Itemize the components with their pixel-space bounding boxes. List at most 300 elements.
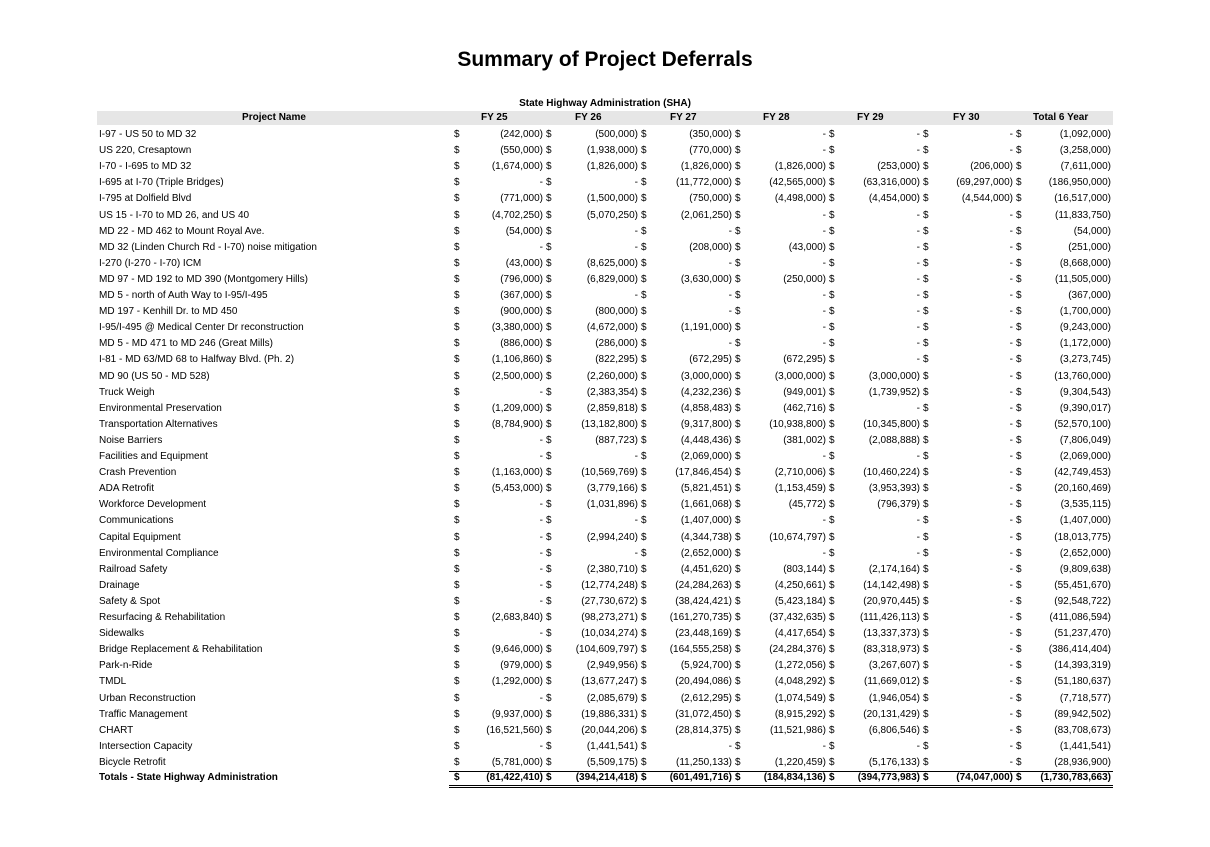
fy28-cell: (45,772) xyxy=(788,499,826,511)
project-name-cell: I-97 - US 50 to MD 32 xyxy=(99,129,197,140)
fy30-cell: - xyxy=(1009,290,1013,301)
fy30-cell: - xyxy=(1009,370,1013,382)
currency-symbol: $ xyxy=(923,612,929,623)
currency-symbol: $ xyxy=(735,161,741,173)
currency-symbol: $ xyxy=(641,628,647,640)
currency-symbol: $ xyxy=(454,402,460,414)
table-row xyxy=(97,272,1113,288)
fy29-cell: (13,337,373) xyxy=(863,628,920,640)
currency-symbol: $ xyxy=(1016,193,1022,205)
currency-symbol: $ xyxy=(546,386,552,398)
currency-symbol: $ xyxy=(1016,451,1022,462)
currency-symbol: $ xyxy=(454,129,460,140)
fy28-cell: (43,000) xyxy=(788,241,826,253)
currency-symbol: $ xyxy=(546,467,552,479)
currency-symbol: $ xyxy=(546,579,552,591)
fy28-cell: - xyxy=(822,515,826,527)
fy28-cell: - xyxy=(822,740,826,752)
fy30-cell: - xyxy=(1009,129,1013,140)
project-name-cell: MD 197 - Kenhill Dr. to MD 450 xyxy=(99,306,238,318)
fy27-cell: - xyxy=(728,740,732,752)
fy26-cell: (13,677,247) xyxy=(581,676,638,688)
fy29-cell: - xyxy=(916,290,920,301)
fy26-cell: (5,509,175) xyxy=(586,756,638,768)
fy26-cell: (10,034,274) xyxy=(581,628,638,640)
fy26-cell: (822,295) xyxy=(595,354,638,366)
fy25-cell: - xyxy=(539,434,543,446)
currency-symbol: $ xyxy=(1016,418,1022,430)
currency-symbol: $ xyxy=(829,370,835,382)
currency-symbol: $ xyxy=(923,563,929,575)
table-row xyxy=(97,369,1113,385)
currency-symbol: $ xyxy=(454,660,460,672)
currency-symbol: $ xyxy=(923,708,929,720)
project-name-cell: US 15 - I-70 to MD 26, and US 40 xyxy=(99,209,250,221)
fy27-cell: (770,000) xyxy=(689,145,732,157)
currency-symbol: $ xyxy=(641,145,647,157)
total-cell: (3,535,115) xyxy=(1060,499,1111,511)
currency-symbol: $ xyxy=(641,370,647,382)
currency-symbol: $ xyxy=(735,177,741,189)
currency-symbol: $ xyxy=(454,499,460,511)
fy27-cell: (4,344,738) xyxy=(680,531,732,543)
currency-symbol: $ xyxy=(454,772,460,783)
currency-symbol: $ xyxy=(546,756,552,768)
fy26-cell: (5,070,250) xyxy=(586,209,638,221)
currency-symbol: $ xyxy=(1016,322,1022,334)
currency-symbol: $ xyxy=(546,273,552,285)
totals-top-rule xyxy=(449,771,1113,772)
project-name-cell: Sidewalks xyxy=(99,628,145,640)
fy30-cell: - xyxy=(1009,740,1013,752)
currency-symbol: $ xyxy=(1016,499,1022,511)
currency-symbol: $ xyxy=(829,193,835,205)
currency-symbol: $ xyxy=(546,692,552,704)
fy26-cell: (3,779,166) xyxy=(586,483,638,495)
fy28-cell: (1,826,000) xyxy=(774,161,826,173)
currency-symbol: $ xyxy=(641,772,647,783)
total-cell: (1,092,000) xyxy=(1059,129,1111,140)
currency-symbol: $ xyxy=(923,209,929,221)
currency-symbol: $ xyxy=(923,145,929,157)
currency-symbol: $ xyxy=(641,306,647,318)
fy28-cell: (4,498,000) xyxy=(774,193,826,205)
currency-symbol: $ xyxy=(546,322,552,334)
fy29-cell: (83,318,973) xyxy=(863,644,920,656)
project-name-cell: I-81 - MD 63/MD 68 to Halfway Blvd. (Ph. 2) xyxy=(99,354,295,366)
table-header xyxy=(97,111,1113,125)
fy28-cell: (250,000) xyxy=(783,273,826,285)
fy29-cell: (63,316,000) xyxy=(863,177,920,189)
currency-symbol: $ xyxy=(735,708,741,720)
currency-symbol: $ xyxy=(735,402,741,414)
fy28-cell: (949,001) xyxy=(783,386,826,398)
table-row xyxy=(97,658,1113,674)
fy26-cell: (394,214,418) xyxy=(575,772,638,783)
fy25-cell: (796,000) xyxy=(500,273,543,285)
table-row xyxy=(97,707,1113,723)
fy28-cell: (3,000,000) xyxy=(774,370,826,382)
currency-symbol: $ xyxy=(829,209,835,221)
fy29-cell: (796,379) xyxy=(877,499,920,511)
table-row xyxy=(97,352,1113,368)
currency-symbol: $ xyxy=(1016,660,1022,672)
total-cell: (251,000) xyxy=(1068,241,1111,253)
project-name-cell: Intersection Capacity xyxy=(99,740,193,752)
currency-symbol: $ xyxy=(923,354,929,366)
fy25-cell: (2,500,000) xyxy=(491,370,543,382)
table-row xyxy=(97,594,1113,610)
fy27-cell: (1,661,068) xyxy=(680,499,732,511)
fy29-cell: (20,131,429) xyxy=(863,708,920,720)
currency-symbol: $ xyxy=(454,306,460,318)
fy27-cell: (601,491,716) xyxy=(669,772,732,783)
fy30-cell: (74,047,000) xyxy=(956,772,1013,783)
fy26-cell: (2,859,818) xyxy=(586,402,638,414)
fy27-cell: (11,250,133) xyxy=(676,756,732,768)
currency-symbol: $ xyxy=(546,772,552,783)
project-name-cell: Railroad Safety xyxy=(99,563,168,575)
fy30-cell: - xyxy=(1009,531,1013,543)
currency-symbol: $ xyxy=(641,483,647,495)
currency-symbol: $ xyxy=(735,692,741,704)
fy29-cell: (3,000,000) xyxy=(868,370,920,382)
fy30-cell: - xyxy=(1009,241,1013,253)
fy28-cell: (381,002) xyxy=(783,434,826,446)
currency-symbol: $ xyxy=(923,241,929,253)
fy27-cell: (164,555,258) xyxy=(669,644,732,656)
currency-symbol: $ xyxy=(923,756,929,768)
header-project-name: Project Name xyxy=(242,112,306,123)
fy27-cell: - xyxy=(728,225,732,237)
currency-symbol: $ xyxy=(1016,724,1022,736)
fy26-cell: - xyxy=(634,547,638,559)
project-name-cell: MD 5 - MD 471 to MD 246 (Great Mills) xyxy=(99,338,273,350)
fy28-cell: - xyxy=(822,145,826,157)
table-row xyxy=(97,224,1113,240)
currency-symbol: $ xyxy=(454,756,460,768)
currency-symbol: $ xyxy=(641,756,647,768)
fy29-cell: (1,946,054) xyxy=(868,692,920,704)
currency-symbol: $ xyxy=(641,177,647,189)
currency-symbol: $ xyxy=(1016,386,1022,398)
fy29-cell: (1,739,952) xyxy=(868,386,920,398)
fy26-cell: (1,441,541) xyxy=(586,740,638,752)
project-name-cell: Resurfacing & Rehabilitation xyxy=(99,612,226,623)
currency-symbol: $ xyxy=(923,225,929,237)
currency-symbol: $ xyxy=(829,273,835,285)
currency-symbol: $ xyxy=(735,354,741,366)
currency-symbol: $ xyxy=(735,483,741,495)
table-row xyxy=(97,175,1113,191)
fy30-cell: - xyxy=(1009,692,1013,704)
currency-symbol: $ xyxy=(454,644,460,656)
currency-symbol: $ xyxy=(829,644,835,656)
currency-symbol: $ xyxy=(735,563,741,575)
fy25-cell: - xyxy=(539,177,543,189)
total-cell: (11,505,000) xyxy=(1055,273,1111,285)
currency-symbol: $ xyxy=(735,338,741,350)
currency-symbol: $ xyxy=(923,724,929,736)
table-row xyxy=(97,159,1113,175)
currency-symbol: $ xyxy=(1016,740,1022,752)
total-cell: (367,000) xyxy=(1068,290,1111,301)
fy28-cell: (10,938,800) xyxy=(769,418,826,430)
currency-symbol: $ xyxy=(641,241,647,253)
project-name-cell: Traffic Management xyxy=(99,708,188,720)
currency-symbol: $ xyxy=(735,370,741,382)
table-row xyxy=(97,143,1113,159)
currency-symbol: $ xyxy=(923,531,929,543)
fy27-cell: (1,191,000) xyxy=(680,322,732,334)
table-row xyxy=(97,304,1113,320)
fy29-cell: (14,142,498) xyxy=(863,579,920,591)
fy30-cell: - xyxy=(1009,547,1013,559)
currency-symbol: $ xyxy=(829,434,835,446)
currency-symbol: $ xyxy=(546,660,552,672)
currency-symbol: $ xyxy=(641,386,647,398)
currency-symbol: $ xyxy=(829,499,835,511)
fy28-cell: - xyxy=(822,257,826,269)
currency-symbol: $ xyxy=(1016,338,1022,350)
project-name-cell: Transportation Alternatives xyxy=(99,418,218,430)
fy30-cell: - xyxy=(1009,660,1013,672)
currency-symbol: $ xyxy=(829,306,835,318)
fy26-cell: (20,044,206) xyxy=(581,724,638,736)
fy30-cell: - xyxy=(1009,515,1013,527)
fy27-cell: (23,448,169) xyxy=(675,628,732,640)
currency-symbol: $ xyxy=(923,434,929,446)
currency-symbol: $ xyxy=(923,177,929,189)
fy28-cell: (4,048,292) xyxy=(774,676,826,688)
currency-symbol: $ xyxy=(735,193,741,205)
table-row xyxy=(97,739,1113,755)
fy27-cell: (4,448,436) xyxy=(680,434,732,446)
currency-symbol: $ xyxy=(546,628,552,640)
project-name-cell: Facilities and Equipment xyxy=(99,451,208,462)
fy26-cell: (1,031,896) xyxy=(586,499,638,511)
fy30-cell: (206,000) xyxy=(970,161,1013,173)
fy27-cell: (1,407,000) xyxy=(680,515,732,527)
currency-symbol: $ xyxy=(923,628,929,640)
fy26-cell: (887,723) xyxy=(595,434,638,446)
currency-symbol: $ xyxy=(829,724,835,736)
currency-symbol: $ xyxy=(546,193,552,205)
currency-symbol: $ xyxy=(1016,644,1022,656)
currency-symbol: $ xyxy=(1016,708,1022,720)
currency-symbol: $ xyxy=(454,322,460,334)
currency-symbol: $ xyxy=(923,692,929,704)
currency-symbol: $ xyxy=(1016,756,1022,768)
currency-symbol: $ xyxy=(1016,612,1022,623)
currency-symbol: $ xyxy=(923,595,929,607)
currency-symbol: $ xyxy=(829,660,835,672)
fy30-cell: - xyxy=(1009,499,1013,511)
currency-symbol: $ xyxy=(641,547,647,559)
project-name-cell: Capital Equipment xyxy=(99,531,181,543)
currency-symbol: $ xyxy=(454,145,460,157)
project-name-cell: Bicycle Retrofit xyxy=(99,756,166,768)
currency-symbol: $ xyxy=(735,676,741,688)
fy25-cell: (43,000) xyxy=(505,257,543,269)
fy26-cell: (500,000) xyxy=(595,129,638,140)
fy28-cell: (37,432,635) xyxy=(769,612,826,623)
currency-symbol: $ xyxy=(735,547,741,559)
fy28-cell: (4,417,654) xyxy=(774,628,826,640)
fy29-cell: - xyxy=(916,257,920,269)
currency-symbol: $ xyxy=(546,145,552,157)
table-row xyxy=(97,127,1113,143)
header-fy25: FY 25 xyxy=(481,112,508,123)
fy27-cell: (2,652,000) xyxy=(680,547,732,559)
fy26-cell: (98,273,271) xyxy=(581,612,638,623)
currency-symbol: $ xyxy=(1016,370,1022,382)
currency-symbol: $ xyxy=(641,499,647,511)
currency-symbol: $ xyxy=(735,772,741,783)
currency-symbol: $ xyxy=(1016,467,1022,479)
fy27-cell: (4,451,620) xyxy=(680,563,732,575)
currency-symbol: $ xyxy=(923,772,929,783)
fy27-cell: (2,069,000) xyxy=(680,451,732,462)
fy26-cell: (1,826,000) xyxy=(586,161,638,173)
currency-symbol: $ xyxy=(735,290,741,301)
total-cell: (92,548,722) xyxy=(1054,595,1111,607)
fy26-cell: (1,938,000) xyxy=(586,145,638,157)
currency-symbol: $ xyxy=(546,209,552,221)
currency-symbol: $ xyxy=(735,306,741,318)
table-row xyxy=(97,433,1113,449)
currency-symbol: $ xyxy=(1016,225,1022,237)
fy26-cell: (10,569,769) xyxy=(581,467,638,479)
fy29-cell: - xyxy=(916,740,920,752)
currency-symbol: $ xyxy=(1016,177,1022,189)
fy25-cell: (886,000) xyxy=(500,338,543,350)
table-row xyxy=(97,449,1113,465)
currency-symbol: $ xyxy=(923,193,929,205)
total-cell: (1,407,000) xyxy=(1059,515,1111,527)
total-cell: (83,708,673) xyxy=(1054,724,1111,736)
fy29-cell: (2,088,888) xyxy=(868,434,920,446)
currency-symbol: $ xyxy=(829,692,835,704)
fy30-cell: - xyxy=(1009,273,1013,285)
fy30-cell: - xyxy=(1009,628,1013,640)
fy27-cell: (24,284,263) xyxy=(675,579,732,591)
table-row xyxy=(97,240,1113,256)
currency-symbol: $ xyxy=(454,451,460,462)
total-cell: (51,237,470) xyxy=(1054,628,1111,640)
project-name-cell: Truck Weigh xyxy=(99,386,155,398)
fy25-cell: - xyxy=(539,531,543,543)
fy25-cell: (1,106,860) xyxy=(491,354,543,366)
table-row xyxy=(97,401,1113,417)
currency-symbol: $ xyxy=(1016,563,1022,575)
fy28-cell: - xyxy=(822,209,826,221)
currency-symbol: $ xyxy=(454,612,460,623)
currency-symbol: $ xyxy=(735,225,741,237)
currency-symbol: $ xyxy=(641,515,647,527)
fy26-cell: (1,500,000) xyxy=(586,193,638,205)
table-row xyxy=(97,610,1113,626)
project-name-cell: US 220, Cresaptown xyxy=(99,145,192,157)
currency-symbol: $ xyxy=(546,644,552,656)
total-cell: (2,069,000) xyxy=(1059,451,1111,462)
currency-symbol: $ xyxy=(1016,145,1022,157)
currency-symbol: $ xyxy=(1016,579,1022,591)
currency-symbol: $ xyxy=(546,451,552,462)
fy26-cell: - xyxy=(634,241,638,253)
fy26-cell: (2,383,354) xyxy=(586,386,638,398)
fy29-cell: - xyxy=(916,354,920,366)
total-cell: (9,390,017) xyxy=(1059,402,1111,414)
currency-symbol: $ xyxy=(454,338,460,350)
fy28-cell: - xyxy=(822,322,826,334)
currency-symbol: $ xyxy=(1016,692,1022,704)
table-row xyxy=(97,191,1113,207)
total-cell: (18,013,775) xyxy=(1054,531,1111,543)
fy29-cell: - xyxy=(916,129,920,140)
currency-symbol: $ xyxy=(454,193,460,205)
project-name-cell: I-795 at Dolfield Blvd xyxy=(99,193,192,205)
currency-symbol: $ xyxy=(923,161,929,173)
currency-symbol: $ xyxy=(923,370,929,382)
table-row xyxy=(97,465,1113,481)
currency-symbol: $ xyxy=(735,451,741,462)
page-title: Summary of Project Deferrals xyxy=(457,48,753,71)
fy26-cell: (2,085,679) xyxy=(586,692,638,704)
project-name-cell: Crash Prevention xyxy=(99,467,177,479)
fy28-cell: (8,915,292) xyxy=(774,708,826,720)
fy30-cell: - xyxy=(1009,756,1013,768)
currency-symbol: $ xyxy=(641,563,647,575)
fy26-cell: (2,380,710) xyxy=(586,563,638,575)
currency-symbol: $ xyxy=(829,402,835,414)
fy29-cell: (3,953,393) xyxy=(868,483,920,495)
fy29-cell: - xyxy=(916,145,920,157)
currency-symbol: $ xyxy=(454,708,460,720)
fy30-cell: - xyxy=(1009,402,1013,414)
currency-symbol: $ xyxy=(454,692,460,704)
fy25-cell: (1,292,000) xyxy=(491,676,543,688)
currency-symbol: $ xyxy=(829,386,835,398)
currency-symbol: $ xyxy=(454,467,460,479)
currency-symbol: $ xyxy=(735,386,741,398)
fy30-cell: - xyxy=(1009,322,1013,334)
currency-symbol: $ xyxy=(641,290,647,301)
currency-symbol: $ xyxy=(546,531,552,543)
currency-symbol: $ xyxy=(546,483,552,495)
fy25-cell: - xyxy=(539,595,543,607)
totals-bottom-rule-double xyxy=(449,787,1113,788)
currency-symbol: $ xyxy=(829,145,835,157)
currency-symbol: $ xyxy=(923,467,929,479)
fy28-cell: (184,834,136) xyxy=(763,772,826,783)
currency-symbol: $ xyxy=(454,563,460,575)
fy30-cell: - xyxy=(1009,644,1013,656)
currency-symbol: $ xyxy=(546,241,552,253)
total-cell: (3,258,000) xyxy=(1059,145,1111,157)
currency-symbol: $ xyxy=(641,644,647,656)
fy30-cell: - xyxy=(1009,467,1013,479)
fy25-cell: - xyxy=(539,241,543,253)
fy26-cell: (8,625,000) xyxy=(586,257,638,269)
fy25-cell: (2,683,840) xyxy=(491,612,543,623)
table-row xyxy=(97,288,1113,304)
fy29-cell: - xyxy=(916,547,920,559)
fy28-cell: - xyxy=(822,306,826,318)
currency-symbol: $ xyxy=(735,434,741,446)
agency-heading: State Highway Administration (SHA) xyxy=(519,98,691,109)
fy29-cell: - xyxy=(916,402,920,414)
